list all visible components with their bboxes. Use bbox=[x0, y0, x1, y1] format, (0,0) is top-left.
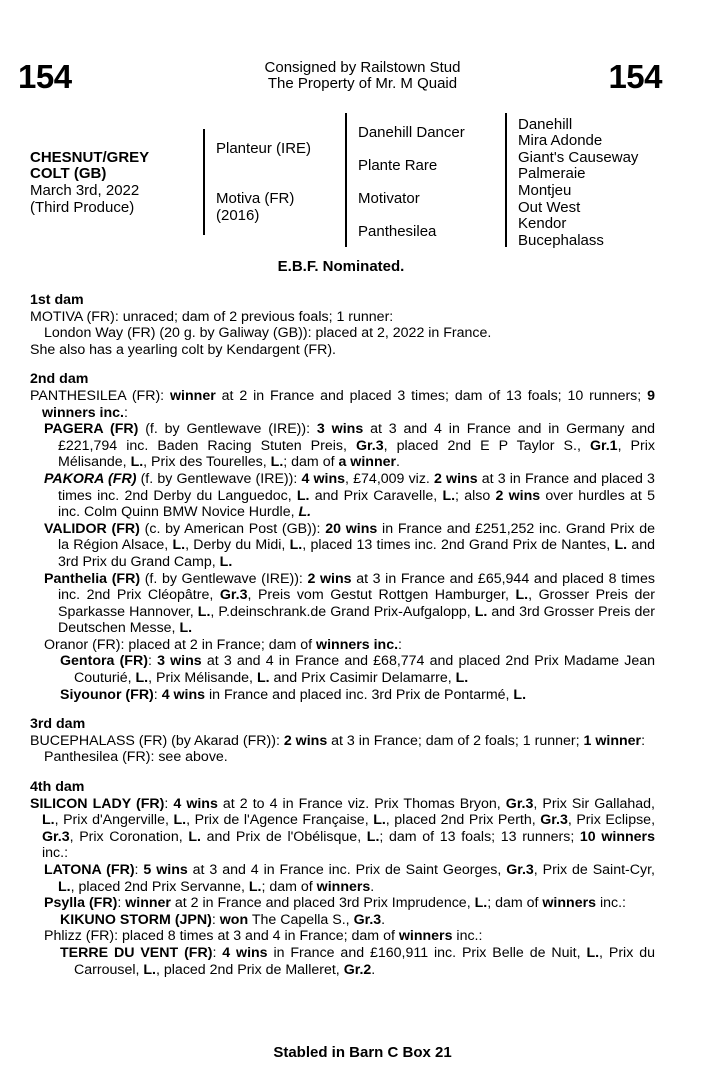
third-dam-produce: Panthesilea (FR): see above. bbox=[44, 749, 228, 766]
text-run: won bbox=[219, 911, 249, 928]
pedigree-gen3-6: Kendor bbox=[518, 215, 567, 232]
consignor: Consigned by Railstown Stud bbox=[264, 59, 461, 76]
text-run: L. bbox=[474, 895, 488, 912]
text-run: , P.deinschrank.de Grand Prix-Aufgalopp, bbox=[210, 603, 475, 620]
text-run: , placed 13 times inc. 2nd Grand Prix de Nantes, bbox=[302, 537, 615, 554]
lot-number-left: 154 bbox=[18, 58, 72, 95]
text-run: , Derby du Midi, bbox=[185, 537, 290, 554]
third-dam-intro bbox=[30, 733, 655, 750]
text-run: winners bbox=[542, 895, 597, 912]
text-run: , Prix Mélisande, bbox=[148, 670, 257, 687]
text-run: in France and £160,911 inc. Prix Belle de Nuit, bbox=[267, 944, 587, 961]
text-run: (f. by Gentlewave (IRE)): bbox=[136, 470, 302, 487]
text-run: L. bbox=[143, 961, 156, 978]
produce-panthelia bbox=[30, 571, 655, 637]
produce-phlizz bbox=[30, 928, 655, 945]
text-run: 2 wins bbox=[283, 732, 328, 749]
text-run: 2 wins bbox=[495, 487, 541, 504]
first-dam-line: MOTIVA (FR): unraced; dam of 2 previous foals; 1 runner: bbox=[30, 308, 394, 325]
text-run: at 3 in France and placed 3 times inc. 2nd Derby du Languedoc, bbox=[58, 470, 655, 504]
pedigree-gen2-2: Motivator bbox=[358, 190, 420, 207]
text-run: Psylla (FR) bbox=[44, 895, 118, 912]
text-run: a winner bbox=[338, 454, 397, 471]
text-run: LATONA (FR) bbox=[44, 862, 135, 878]
pedigree-gen3-2: Giant's Causeway bbox=[518, 149, 639, 166]
text-run: L. bbox=[135, 670, 149, 687]
text-run: L. bbox=[366, 828, 380, 845]
text-run: , placed 2nd Prix de Malleret, bbox=[156, 961, 344, 978]
text-run: . bbox=[381, 911, 386, 928]
text-run: at 3 and 4 in France and £68,774 and placed 2nd Prix Madame Jean Couturié, bbox=[74, 653, 656, 687]
text-run: , Prix de Saint-Cyr, bbox=[533, 862, 655, 878]
text-run: inc.: bbox=[42, 845, 69, 862]
text-run: : bbox=[641, 732, 646, 749]
produce-pagera bbox=[30, 421, 655, 471]
second-dam-intro bbox=[30, 388, 655, 421]
dam: Motiva (FR) bbox=[216, 190, 295, 207]
text-run: in France and placed inc. 3rd Prix de Pontarmé, bbox=[205, 686, 514, 703]
text-run: Gr.1 bbox=[589, 437, 618, 454]
text-run: and 3rd Grosser Preis der Deutschen Messe, bbox=[58, 603, 656, 637]
text-run: BUCEPHALASS (FR) (by Akarad (FR)): bbox=[30, 732, 284, 749]
text-run: at 3 in France; dam of 2 foals; 1 runner; bbox=[327, 732, 584, 749]
text-run: 4 wins bbox=[222, 944, 268, 961]
produce-siyounor bbox=[30, 687, 655, 704]
text-run: L. bbox=[298, 504, 312, 521]
text-run: L. bbox=[58, 878, 71, 895]
text-run: 3 wins bbox=[316, 421, 364, 438]
produce-validor bbox=[30, 521, 655, 571]
stabling-info: Stabled in Barn C Box 21 bbox=[273, 1044, 452, 1061]
first-dam-foal: London Way (FR) (20 g. by Galiway (GB)): placed at 2, 2022 in France. bbox=[44, 325, 492, 342]
text-run: at 2 in France and placed 3 times; dam of 13 foals; 10 runners; bbox=[215, 387, 648, 404]
text-run: at 2 to 4 in France viz. Prix Thomas Bryon, bbox=[217, 795, 506, 812]
text-run: The Capella S., bbox=[248, 911, 354, 928]
text-run: 3 wins bbox=[157, 653, 202, 670]
text-run: Panthelia (FR) bbox=[44, 570, 141, 587]
text-run: 9 winners inc. bbox=[42, 387, 655, 421]
text-run: 1 winner bbox=[583, 732, 642, 749]
text-run: 4 wins bbox=[173, 795, 218, 812]
produce-kikuno-storm bbox=[30, 912, 655, 929]
pedigree-divider-3 bbox=[505, 113, 507, 247]
text-run: : bbox=[124, 404, 128, 421]
text-run: , Prix du Carrousel, bbox=[74, 944, 655, 978]
text-run: winners bbox=[316, 878, 371, 895]
text-run: winners bbox=[398, 928, 453, 945]
text-run: L. bbox=[455, 670, 469, 687]
text-run: VALIDOR (FR) bbox=[44, 520, 140, 537]
text-run: L. bbox=[614, 537, 628, 554]
text-run: . bbox=[370, 878, 375, 895]
text-run: Phlizz (FR): placed 8 times at 3 and 4 in France; dam of bbox=[44, 928, 399, 945]
text-run: Gr.3 bbox=[356, 437, 384, 454]
pedigree-gen2-3: Panthesilea bbox=[358, 223, 437, 240]
text-run: ; dam of bbox=[487, 895, 543, 912]
text-run: , Prix Mélisande, bbox=[58, 437, 655, 471]
pedigree-gen3-7: Bucephalass bbox=[518, 232, 604, 249]
text-run: winners inc. bbox=[316, 636, 399, 653]
lot-number-right: 154 bbox=[608, 58, 662, 95]
text-run: L. bbox=[173, 812, 187, 829]
text-run: L. bbox=[442, 487, 456, 504]
text-run: L. bbox=[515, 587, 529, 604]
second-dam-heading: 2nd dam bbox=[30, 371, 89, 388]
text-run: TERRE DU VENT (FR) bbox=[60, 944, 213, 961]
text-run: Gentora (FR) bbox=[60, 653, 148, 670]
pedigree-divider-2 bbox=[345, 113, 347, 247]
pedigree-gen3-5: Out West bbox=[518, 199, 581, 216]
colour-sex-1: CHESNUT/GREY bbox=[30, 149, 150, 166]
text-run: ; also bbox=[455, 487, 496, 504]
pedigree-gen2-1: Plante Rare bbox=[358, 157, 438, 174]
text-run: 10 winners bbox=[579, 828, 655, 845]
text-run: , Prix de l'Agence Française, bbox=[186, 812, 374, 829]
text-run: : bbox=[153, 686, 162, 703]
text-run: in France and £251,252 inc. Grand Prix de la Région Alsace, bbox=[58, 520, 656, 554]
text-run: ; dam of 13 foals; 13 runners; bbox=[379, 828, 580, 845]
text-run: (f. by Gentlewave (IRE)): bbox=[140, 570, 308, 587]
text-run: inc.: bbox=[596, 895, 626, 912]
text-run: Gr.3 bbox=[219, 587, 248, 604]
text-run: : bbox=[211, 911, 220, 928]
text-run: (f. by Gentlewave (IRE)): bbox=[138, 421, 317, 438]
third-dam-heading: 3rd dam bbox=[30, 716, 86, 733]
ebf-nomination: E.B.F. Nominated. bbox=[277, 258, 405, 275]
text-run: L. bbox=[197, 603, 211, 620]
colour-sex-2: COLT (GB) bbox=[30, 165, 107, 182]
text-run: PAKORA (FR) bbox=[44, 470, 137, 487]
produce-terre-du-vent bbox=[30, 945, 655, 978]
first-dam-heading: 1st dam bbox=[30, 292, 84, 308]
text-run: Gr.3 bbox=[540, 812, 568, 829]
owner: The Property of Mr. M Quaid bbox=[267, 75, 458, 92]
text-run: L. bbox=[513, 686, 527, 703]
text-run: , Prix Coronation, bbox=[69, 828, 189, 845]
text-run: Siyounor (FR) bbox=[60, 686, 154, 703]
text-run: ; dam of bbox=[261, 878, 317, 895]
text-run: . bbox=[396, 454, 400, 471]
text-run: PAGERA (FR) bbox=[44, 421, 139, 438]
text-run: L. bbox=[42, 812, 55, 829]
text-run: Gr.3 bbox=[353, 911, 382, 928]
produce-gentora bbox=[30, 653, 655, 686]
text-run: SILICON LADY (FR) bbox=[30, 795, 165, 812]
text-run: : bbox=[134, 862, 144, 878]
text-run: KIKUNO STORM (JPN) bbox=[60, 911, 212, 928]
text-run: , placed 2nd Prix Perth, bbox=[385, 812, 541, 829]
text-run: and 3rd Prix du Grand Camp, bbox=[58, 537, 655, 570]
first-dam-yearling: She also has a yearling colt by Kendargent (FR). bbox=[30, 341, 336, 358]
text-run: inc.: bbox=[452, 928, 483, 945]
pedigree-gen3-0: Danehill bbox=[518, 116, 573, 133]
produce-latona bbox=[30, 862, 655, 895]
text-run: Oranor (FR): placed at 2 in France; dam of bbox=[44, 636, 317, 653]
text-run: 5 wins bbox=[143, 862, 188, 878]
text-run: (c. by American Post (GB)): bbox=[139, 520, 326, 537]
text-run: L. bbox=[179, 620, 193, 637]
text-run: and Prix de l'Obélisque, bbox=[200, 828, 367, 845]
text-run: , Preis vom Gestut Rottgen Hamburger, bbox=[247, 587, 516, 604]
text-run: , placed 2nd E P Taylor S., bbox=[383, 437, 590, 454]
produce-pakora bbox=[30, 471, 655, 521]
text-run: at 2 in France and placed 3rd Prix Imprudence, bbox=[170, 895, 475, 912]
text-run: , Prix des Tourelles, bbox=[143, 454, 271, 471]
text-run: Gr.3 bbox=[42, 828, 70, 845]
text-run: Gr.3 bbox=[505, 795, 534, 812]
pedigree-gen2-0: Danehill Dancer bbox=[358, 124, 465, 141]
text-run: L. bbox=[474, 603, 488, 620]
text-run: , Prix d'Angerville, bbox=[54, 812, 174, 829]
text-run: Gr.3 bbox=[506, 862, 534, 878]
produce-note: (Third Produce) bbox=[30, 199, 135, 216]
text-run: at 3 and 4 in France and in Germany and £221,794 inc. Baden Racing Stuten Preis, bbox=[58, 421, 656, 454]
text-run: : bbox=[398, 636, 402, 653]
pedigree-gen3-4: Montjeu bbox=[518, 182, 572, 199]
text-run: : bbox=[147, 653, 158, 670]
text-run: , Prix Sir Gallahad, bbox=[533, 795, 655, 812]
text-run: : bbox=[164, 795, 174, 812]
text-run: , placed 2nd Prix Servanne, bbox=[70, 878, 249, 895]
text-run: Gr.2 bbox=[343, 961, 372, 978]
foaled-date: March 3rd, 2022 bbox=[30, 182, 140, 199]
text-run: L. bbox=[130, 454, 144, 471]
produce-psylla bbox=[30, 895, 655, 912]
text-run: , £74,009 viz. bbox=[345, 470, 435, 487]
text-run: ; dam of bbox=[283, 454, 339, 471]
text-run: 2 wins bbox=[307, 570, 352, 587]
text-run: : bbox=[212, 944, 223, 961]
pedigree-divider-1 bbox=[203, 129, 205, 235]
produce-oranor bbox=[30, 637, 655, 654]
text-run: L. bbox=[270, 454, 284, 471]
fourth-dam-silicon-lady bbox=[30, 796, 655, 862]
text-run: winner bbox=[170, 387, 216, 404]
text-run: , Grosser Preis der Sparkasse Hannover, bbox=[58, 587, 655, 620]
text-run: 20 wins bbox=[325, 520, 378, 537]
text-run: and Prix Casimir Delamarre, bbox=[269, 670, 456, 687]
text-run: L. bbox=[219, 553, 233, 570]
sire: Planteur (IRE) bbox=[216, 140, 312, 157]
text-run: L. bbox=[172, 537, 186, 554]
text-run: 4 wins bbox=[161, 686, 206, 703]
text-run: and Prix Caravelle, bbox=[309, 487, 443, 504]
text-run: winner bbox=[125, 895, 171, 912]
text-run: at 3 in France and £65,944 and placed 8 times inc. 2nd Prix Cléopâtre, bbox=[58, 570, 655, 604]
text-run: over hurdles at 5 inc. Colm Quinn BMW Novice Hurdle, bbox=[58, 487, 655, 521]
text-run: L. bbox=[373, 812, 386, 829]
text-run: . bbox=[371, 961, 376, 978]
text-run: L. bbox=[586, 944, 600, 961]
text-run: , Prix Eclipse, bbox=[567, 812, 656, 829]
fourth-dam-heading: 4th dam bbox=[30, 779, 85, 796]
dam-year: (2016) bbox=[216, 207, 260, 224]
text-run: 2 wins bbox=[434, 470, 478, 487]
text-run: L. bbox=[256, 670, 270, 687]
text-run: L. bbox=[248, 878, 262, 895]
text-run: at 3 and 4 in France inc. Prix de Saint Georges, bbox=[187, 862, 507, 878]
pedigree-gen3-1: Mira Adonde bbox=[518, 132, 603, 149]
catalogue-body bbox=[30, 292, 655, 978]
text-run: : bbox=[117, 895, 126, 912]
text-run: 4 wins bbox=[301, 470, 346, 487]
text-run: L. bbox=[188, 828, 201, 845]
pedigree-gen3-3: Palmeraie bbox=[518, 165, 586, 182]
text-run: L. bbox=[296, 487, 310, 504]
text-run: PANTHESILEA (FR): bbox=[30, 387, 171, 404]
text-run: L. bbox=[289, 537, 303, 554]
